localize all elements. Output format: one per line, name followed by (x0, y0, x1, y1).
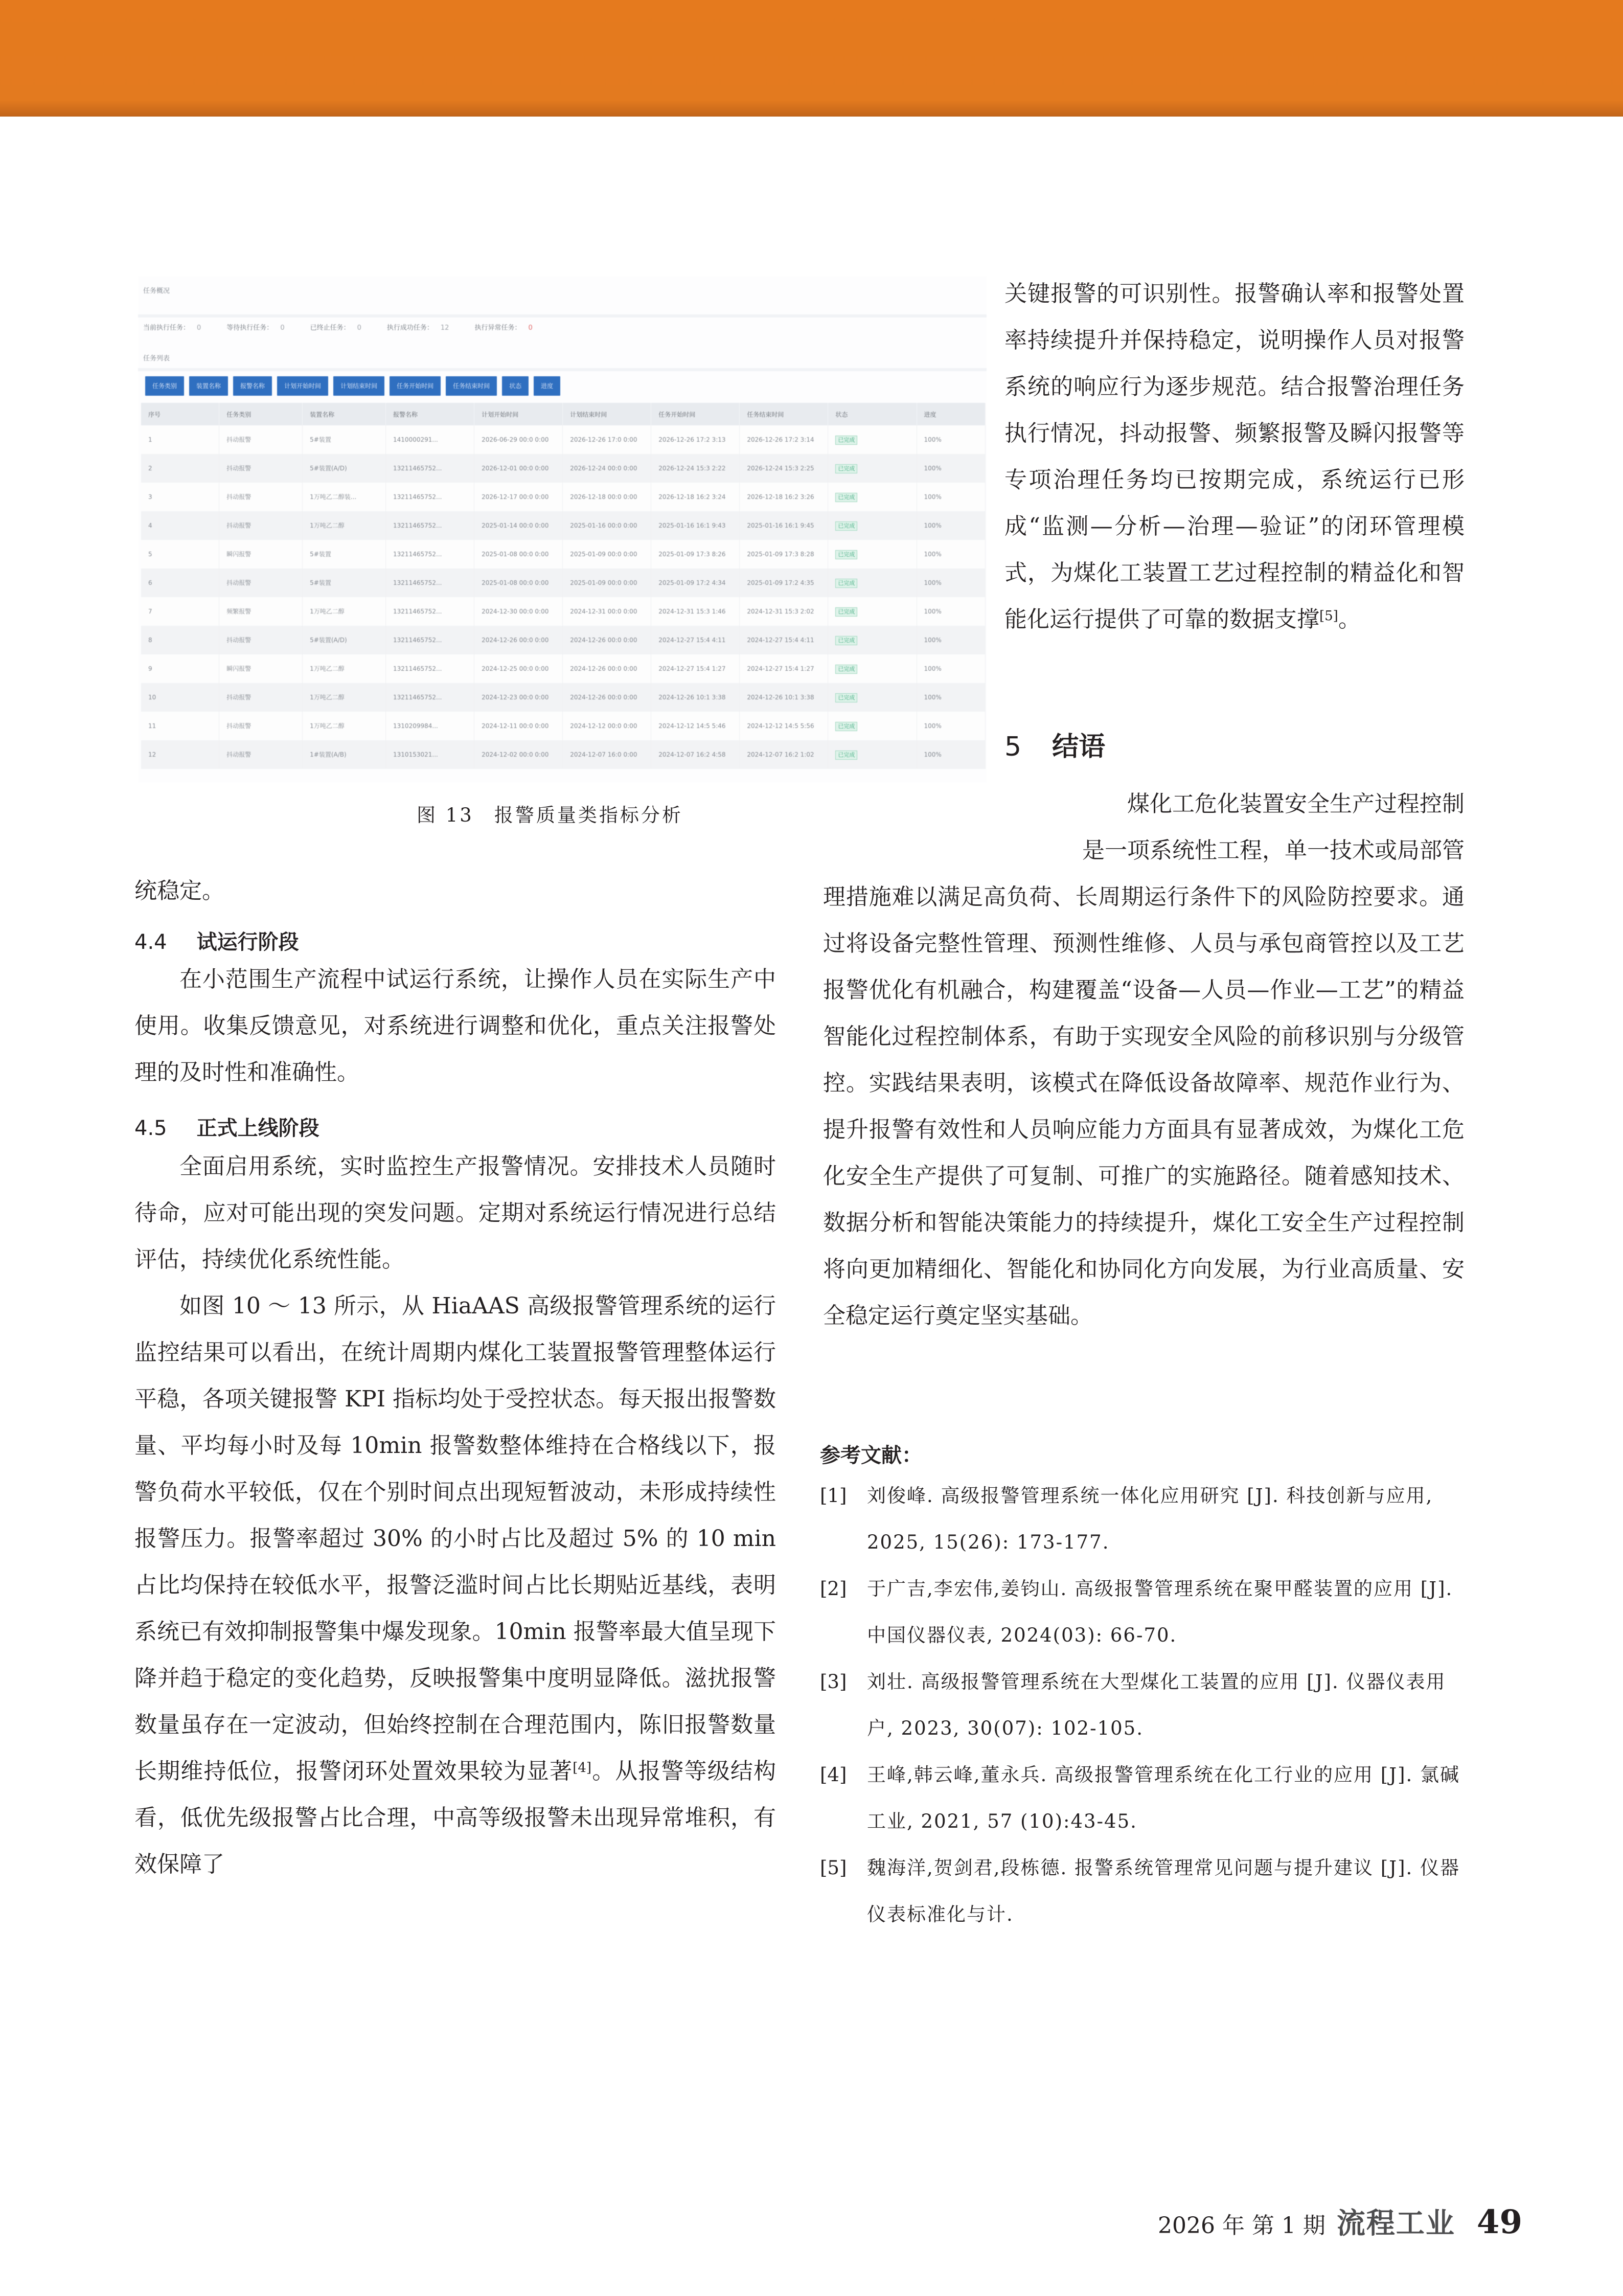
paragraph: 全面启用系统，实时监控生产报警情况。安排技术人员随时待命，应对可能出现的突发问题。定期对系统运行情况进行总结评估，持续优化系统性能。 (134, 1153, 776, 1272)
status-badge: 已完成 (835, 665, 857, 674)
conclusion-line-2 (1004, 827, 1465, 874)
table-cell: 6 (141, 569, 219, 597)
filter-button[interactable]: 装置名称 (189, 376, 228, 396)
filter-button[interactable]: 任务类别 (145, 376, 184, 396)
references-list (820, 1472, 1464, 1938)
table-cell: 抖动报警 (219, 425, 303, 454)
table-cell: 抖动报警 (219, 740, 303, 769)
table-cell: 2026-12-01 00:0 0:00 (474, 454, 563, 483)
column-header[interactable]: 进度 (917, 403, 986, 425)
column-header[interactable]: 任务类别 (219, 403, 303, 425)
caption-title: 报警质量类指标分析 (494, 804, 683, 826)
column-header[interactable]: 计划开始时间 (474, 403, 563, 425)
table-cell: 5#装置(A/D) (303, 626, 386, 654)
figure-13-screenshot (138, 276, 987, 782)
table-cell: 13211465752... (386, 569, 474, 597)
column-header[interactable]: 报警名称 (386, 403, 474, 425)
table-cell (828, 425, 917, 454)
paragraph-text: 理措施难以满足高负荷、长周期运行条件下的风险防控要求。通过将设备完整性管理、预测性维修、人员与承包商管控以及工艺报警优化有机融合，构建覆盖“设备—人员—作业—工艺”的精益智能化过程控制体系，有助于实现安全风险的前移识别与分级管控。实践结果表明，该模式在降低设备故障率、规范作业行为、提升报警有效性和人员响应能力方面具有显著成效，为煤化工危化安全生产提供了可复制、可推广的实施路径。随着感知技术、数据分析和智能决策能力的持续提升，煤化工安全生产过程控制将向更加精细化、智能化和协同化方向发展，为行业高质量、安全稳定运行奠定坚实基础。 (823, 884, 1465, 1329)
stat-label: 执行异常任务： (474, 324, 521, 332)
stat-value: 12 (440, 324, 449, 332)
table-cell: 2025-01-09 17:2 4:35 (740, 569, 828, 597)
header-band (0, 0, 1623, 117)
table-cell (828, 683, 917, 712)
table-cell (828, 597, 917, 626)
table-row[interactable] (141, 483, 986, 511)
column-header[interactable]: 状态 (828, 403, 917, 425)
table-cell: 2024-12-27 15:4 1:27 (740, 654, 828, 683)
filter-button[interactable]: 计划结束时间 (333, 376, 384, 396)
reference-text: 刘壮. 高级报警管理系统在大型煤化工装置的应用 [J]. 仪器仪表用户, 2023, 30(07): 102-105. (867, 1671, 1446, 1739)
section-number: 4.5 (134, 1117, 167, 1140)
table-cell: 2024-12-26 00:0 0:00 (563, 654, 651, 683)
conclusion-line-1 (1062, 781, 1465, 827)
citation: [4] (573, 1760, 592, 1776)
section-4-4-body (134, 956, 776, 1096)
table-cell: 1万吨乙二醇装... (303, 483, 386, 511)
table-cell: 2026-12-24 15:3 2:22 (651, 454, 740, 483)
section-heading-5 (1004, 725, 1105, 763)
table-cell: 2024-12-26 00:0 0:00 (563, 626, 651, 654)
page-number: 49 (1476, 2203, 1522, 2241)
status-badge: 已完成 (835, 521, 857, 531)
table-row[interactable] (141, 712, 986, 740)
table-cell: 1 (141, 425, 219, 454)
table-cell: 抖动报警 (219, 569, 303, 597)
right-continuation (1004, 270, 1465, 643)
filter-button[interactable]: 报警名称 (233, 376, 272, 396)
table-cell: 5#装置(A/D) (303, 454, 386, 483)
reference-index: [5] (820, 1857, 847, 1879)
reference-index: [1] (820, 1485, 847, 1507)
status-badge: 已完成 (835, 550, 857, 559)
table-cell: 频繁报警 (219, 597, 303, 626)
table-cell: 2024-12-12 14:5 5:46 (651, 712, 740, 740)
filter-button[interactable]: 状态 (502, 376, 529, 396)
table-cell: 2026-12-18 16:2 3:24 (651, 483, 740, 511)
table-cell (828, 740, 917, 769)
paragraph-text: 。 (1338, 606, 1361, 632)
table-row[interactable] (141, 740, 986, 769)
table-cell (828, 569, 917, 597)
table-cell: 抖动报警 (219, 626, 303, 654)
table-cell: 2025-01-08 00:0 0:00 (474, 569, 563, 597)
filter-button[interactable]: 计划开始时间 (277, 376, 328, 396)
table-cell: 1万吨乙二醇 (303, 654, 386, 683)
page-footer (1158, 2201, 1522, 2242)
paragraph (1004, 270, 1465, 643)
section-heading-4-4 (134, 926, 299, 955)
reference-item (820, 1565, 1464, 1658)
filter-button[interactable]: 任务结束时间 (446, 376, 497, 396)
citation: [5] (1319, 608, 1338, 624)
table-cell: 2026-12-24 15:3 2:25 (740, 454, 828, 483)
table-cell: 100% (917, 626, 986, 654)
table-cell: 100% (917, 683, 986, 712)
paragraph-results (134, 1283, 776, 1888)
table-cell: 1万吨乙二醇 (303, 511, 386, 540)
table-cell: 13211465752... (386, 626, 474, 654)
table-cell: 100% (917, 540, 986, 569)
filter-button[interactable]: 进度 (534, 376, 560, 396)
table-cell: 抖动报警 (219, 712, 303, 740)
table-cell: 1万吨乙二醇 (303, 712, 386, 740)
task-stat (310, 322, 361, 332)
table-cell: 抖动报警 (219, 483, 303, 511)
table-cell: 1#装置(A/B) (303, 740, 386, 769)
task-stats (143, 322, 533, 332)
left-continuation (134, 868, 776, 914)
table-row[interactable] (141, 511, 986, 540)
column-header[interactable]: 装置名称 (303, 403, 386, 425)
reference-item (820, 1752, 1464, 1845)
divider (138, 314, 987, 317)
table-row[interactable] (141, 654, 986, 683)
table-row[interactable] (141, 683, 986, 712)
table-cell: 2024-12-31 15:3 1:46 (651, 597, 740, 626)
section-4-5-body (134, 1143, 776, 1888)
stat-value: 0 (528, 324, 533, 332)
column-header[interactable]: 序号 (141, 403, 219, 425)
paragraph-text: 煤化工危化装置安全生产过程控制 (1127, 791, 1465, 817)
table-cell: 2026-12-17 00:0 0:00 (474, 483, 563, 511)
table-cell: 瞬闪报警 (219, 654, 303, 683)
table-cell: 2024-12-31 15:3 2:02 (740, 597, 828, 626)
reference-text: 魏海洋,贺剑君,段栋德. 报警系统管理常见问题与提升建议 [J]. 仪器仪表标准化与计. (867, 1857, 1460, 1925)
table-cell: 13211465752... (386, 654, 474, 683)
table-cell: 2024-12-02 00:0 0:00 (474, 740, 563, 769)
table-cell: 1310153021... (386, 740, 474, 769)
table-cell: 3 (141, 483, 219, 511)
table-cell: 100% (917, 454, 986, 483)
issue-label: 2026 年 第 1 期 (1158, 2213, 1325, 2239)
table-cell: 2024-12-07 16:2 1:02 (740, 740, 828, 769)
conclusion-body (823, 874, 1465, 1339)
table-cell (828, 483, 917, 511)
table-cell: 2 (141, 454, 219, 483)
reference-text: 王峰,韩云峰,董永兵. 高级报警管理系统在化工行业的应用 [J]. 氯碱工业, 2021, 57 (10):43-45. (867, 1764, 1460, 1832)
paragraph: 统稳定。 (134, 878, 224, 904)
table-cell (828, 654, 917, 683)
table-row[interactable] (141, 597, 986, 626)
reference-text: 于广吉,李宏伟,姜钧山. 高级报警管理系统在聚甲醛装置的应用 [J]. 中国仪器仪表, 2024(03): 66-70. (867, 1578, 1453, 1646)
table-cell: 13211465752... (386, 511, 474, 540)
overview-title: 任务概况 (143, 287, 170, 295)
table-cell: 1万吨乙二醇 (303, 597, 386, 626)
table-cell: 2026-12-18 16:2 3:26 (740, 483, 828, 511)
table-cell (828, 540, 917, 569)
table-cell (828, 712, 917, 740)
table-cell: 2024-12-26 00:0 0:00 (563, 683, 651, 712)
task-stat (474, 322, 532, 332)
table-cell: 2026-12-24 00:0 0:00 (563, 454, 651, 483)
table-cell: 2024-12-27 15:4 1:27 (651, 654, 740, 683)
section-number: 5 (1004, 732, 1022, 762)
status-badge: 已完成 (835, 579, 857, 588)
table-cell: 2024-12-26 10:1 3:38 (651, 683, 740, 712)
table-cell: 2024-12-11 00:0 0:00 (474, 712, 563, 740)
paragraph: 在小范围生产流程中试运行系统，让操作人员在实际生产中使用。收集反馈意见，对系统进行调整和优化，重点关注报警处理的及时性和准确性。 (134, 966, 776, 1085)
table-cell: 5 (141, 540, 219, 569)
divider (138, 368, 987, 371)
stat-value: 0 (197, 324, 201, 332)
reference-item (820, 1472, 1464, 1565)
stat-label: 已终止任务： (310, 324, 350, 332)
table-cell: 100% (917, 569, 986, 597)
stat-value: 0 (357, 324, 361, 332)
table-cell: 100% (917, 712, 986, 740)
table-cell: 2024-12-27 15:4 4:11 (740, 626, 828, 654)
table-cell: 1310209984... (386, 712, 474, 740)
task-table (141, 403, 986, 769)
table-cell: 2024-12-25 00:0 0:00 (474, 654, 563, 683)
section-heading-4-5 (134, 1112, 319, 1141)
table-cell: 2025-01-16 00:0 0:00 (563, 511, 651, 540)
table-row[interactable] (141, 454, 986, 483)
column-header[interactable]: 任务开始时间 (651, 403, 740, 425)
section-title: 试运行阶段 (196, 930, 299, 954)
table-cell: 2026-06-29 00:0 0:00 (474, 425, 563, 454)
paragraph-text: 关键报警的可识别性。报警确认率和报警处置率持续提升并保持稳定，说明操作人员对报警系统的响应行为逐步规范。结合报警治理任务执行情况，抖动报警、频繁报警及瞬闪报警等专项治理任务均已按期完成，系统运行已形成“监测—分析—治理—验证”的闭环管理模式，为煤化工装置工艺过程控制的精益化和智能化运行提供了可靠的数据支撑 (1004, 281, 1465, 632)
journal-name: 流程工业 (1336, 2207, 1455, 2240)
table-cell: 抖动报警 (219, 511, 303, 540)
table-row[interactable] (141, 569, 986, 597)
task-stat (226, 322, 284, 332)
table-cell: 1万吨乙二醇 (303, 683, 386, 712)
table-cell: 抖动报警 (219, 454, 303, 483)
table-cell: 2026-12-26 17:2 3:13 (651, 425, 740, 454)
table-cell: 抖动报警 (219, 683, 303, 712)
table-cell: 2024-12-12 00:0 0:00 (563, 712, 651, 740)
table-cell: 9 (141, 654, 219, 683)
table-cell: 2024-12-27 15:4 4:11 (651, 626, 740, 654)
table-cell: 2024-12-30 00:0 0:00 (474, 597, 563, 626)
table-cell: 2024-12-31 00:0 0:00 (563, 597, 651, 626)
table-cell: 2025-01-16 16:1 9:45 (740, 511, 828, 540)
figure-caption (417, 800, 703, 827)
stat-label: 当前执行任务： (143, 324, 190, 332)
table-cell: 2025-01-09 17:2 4:34 (651, 569, 740, 597)
table-cell: 13211465752... (386, 540, 474, 569)
status-badge: 已完成 (835, 493, 857, 502)
status-badge: 已完成 (835, 464, 857, 473)
reference-index: [4] (820, 1764, 847, 1786)
table-cell: 2024-12-12 14:5 5:56 (740, 712, 828, 740)
table-cell: 13211465752... (386, 683, 474, 712)
column-header[interactable]: 任务结束时间 (740, 403, 828, 425)
paragraph-text: 是一项系统性工程，单一技术或局部管 (1082, 837, 1465, 863)
table-cell: 2025-01-16 16:1 9:43 (651, 511, 740, 540)
table-cell: 100% (917, 740, 986, 769)
table-cell (828, 511, 917, 540)
status-badge: 已完成 (835, 636, 857, 645)
table-cell: 2024-12-23 00:0 0:00 (474, 683, 563, 712)
table-cell: 2025-01-08 00:0 0:00 (474, 540, 563, 569)
table-cell: 100% (917, 597, 986, 626)
table-cell: 2025-01-14 00:0 0:00 (474, 511, 563, 540)
table-cell: 2025-01-09 17:3 8:26 (651, 540, 740, 569)
references-title: 参考文献： (820, 1444, 922, 1467)
table-cell: 8 (141, 626, 219, 654)
reference-item (820, 1658, 1464, 1752)
table-cell: 2024-12-07 16:2 4:58 (651, 740, 740, 769)
table-cell: 13211465752... (386, 454, 474, 483)
table-cell: 100% (917, 425, 986, 454)
task-stat (143, 322, 201, 332)
table-cell: 7 (141, 597, 219, 626)
paragraph-text: 如图 10 ～ 13 所示，从 HiaAAS 高级报警管理系统的运行监控结果可以看出，在统计周期内煤化工装置报警管理整体运行平稳，各项关键报警 KPI 指标均处于受控状态。每天报出报警数量、平均每小时及每 10min 报警数整体维持在合格线以下，报警负荷水平较低，仅在个别时间点出现短暂波动，未形成持续性报警压力。报警率超过 30% 的小时占比及超过 5% 的 10 min 占比均保持在较低水平，报警泛滥时间占比长期贴近基线，表明系统已有效抑制报警集中爆发现象。10min 报警率最大值呈现下降并趋于稳定的变化趋势，反映报警集中度明显降低。滋扰报警数量虽存在一定波动，但始终控制在合理范围内，陈旧报警数量长期维持低位，报警闭环处置效果较为显著 (134, 1293, 776, 1784)
table-cell: 瞬闪报警 (219, 540, 303, 569)
table-cell: 2025-01-09 00:0 0:00 (563, 569, 651, 597)
table-row[interactable] (141, 540, 986, 569)
caption-label: 图 13 (417, 804, 474, 826)
status-badge: 已完成 (835, 722, 857, 731)
table-cell: 4 (141, 511, 219, 540)
table-row[interactable] (141, 425, 986, 454)
section-title: 结语 (1052, 732, 1106, 762)
table-cell: 10 (141, 683, 219, 712)
table-cell: 2025-01-09 00:0 0:00 (563, 540, 651, 569)
table-row[interactable] (141, 626, 986, 654)
status-badge: 已完成 (835, 607, 857, 617)
table-cell (828, 454, 917, 483)
reference-index: [3] (820, 1671, 847, 1693)
table-cell: 5#装置 (303, 425, 386, 454)
table-cell: 2025-01-09 17:3 8:28 (740, 540, 828, 569)
list-title: 任务列表 (143, 355, 170, 362)
table-cell: 2026-12-26 17:2 3:14 (740, 425, 828, 454)
status-badge: 已完成 (835, 693, 857, 702)
table-cell: 100% (917, 483, 986, 511)
table-cell: 13211465752... (386, 597, 474, 626)
table-header (141, 403, 986, 425)
stat-value: 0 (280, 324, 285, 332)
section-title: 正式上线阶段 (196, 1117, 319, 1140)
table-cell: 5#装置 (303, 569, 386, 597)
stat-label: 执行成功任务： (386, 324, 433, 332)
section-number: 4.4 (134, 930, 167, 954)
table-cell: 5#装置 (303, 540, 386, 569)
paragraph-text: 。从报警等级结构看，低优先级报警占比合理，中高等级报警未出现异常堆积，有效保障了 (134, 1758, 776, 1877)
table-cell: 100% (917, 511, 986, 540)
reference-item (820, 1845, 1464, 1938)
table-cell: 100% (917, 654, 986, 683)
table-cell (828, 626, 917, 654)
table-cell: 12 (141, 740, 219, 769)
table-cell: 2024-12-26 10:1 3:38 (740, 683, 828, 712)
table-cell: 1410000291... (386, 425, 474, 454)
table-cell: 2024-12-26 00:0 0:00 (474, 626, 563, 654)
table-cell: 2024-12-07 16:0 0:00 (563, 740, 651, 769)
table-cell: 2026-12-26 17:0 0:00 (563, 425, 651, 454)
status-badge: 已完成 (835, 436, 857, 445)
stat-label: 等待执行任务： (226, 324, 273, 332)
status-badge: 已完成 (835, 751, 857, 760)
filter-button[interactable]: 任务开始时间 (390, 376, 441, 396)
filter-buttons (145, 376, 560, 396)
column-header[interactable]: 计划结束时间 (563, 403, 651, 425)
table-cell: 2026-12-18 00:0 0:00 (563, 483, 651, 511)
task-stat (387, 322, 449, 332)
reference-index: [2] (820, 1578, 847, 1600)
table-cell: 13211465752... (386, 483, 474, 511)
table-cell: 11 (141, 712, 219, 740)
reference-text: 刘俊峰. 高级报警管理系统一体化应用研究 [J]. 科技创新与应用, 2025, 15(26): 173-177. (867, 1485, 1433, 1553)
